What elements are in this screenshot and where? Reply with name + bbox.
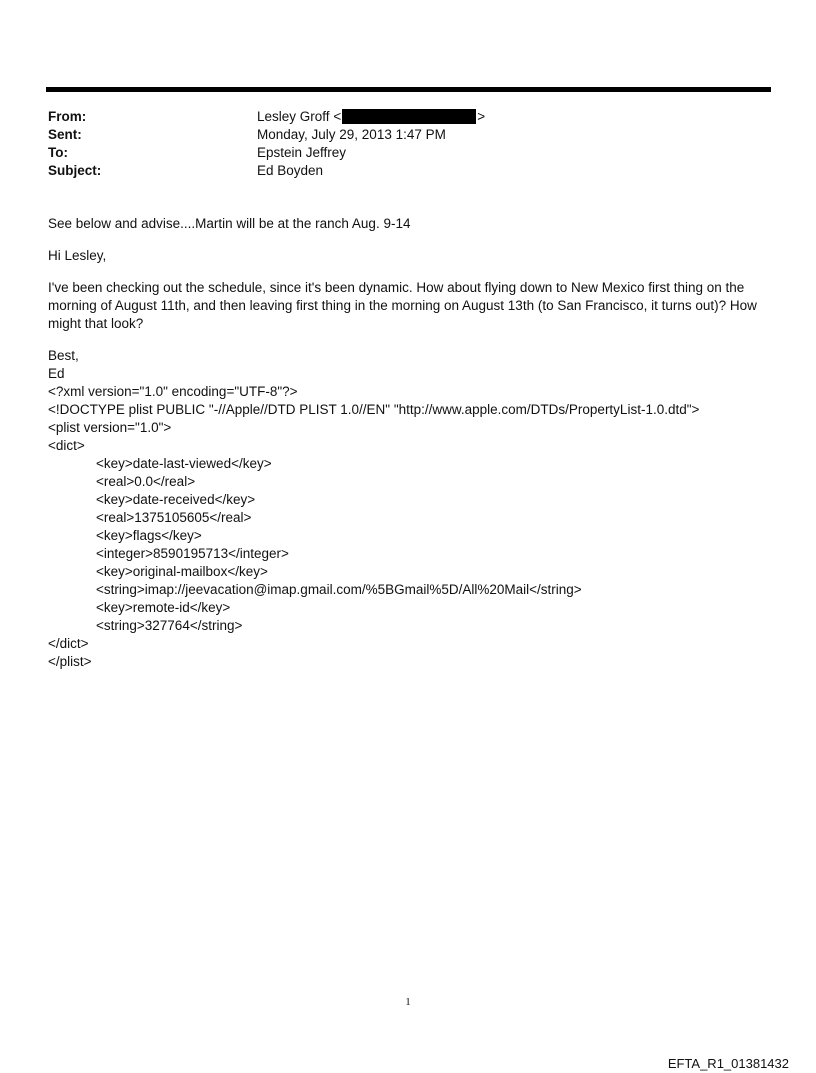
plist-line: <?xml version="1.0" encoding="UTF-8"?>: [48, 384, 298, 399]
from-label: From:: [48, 109, 87, 124]
greeting: Hi Lesley,: [48, 248, 107, 263]
signoff: Best,: [48, 348, 79, 363]
subject-value: Ed Boyden: [257, 163, 324, 178]
plist-line: <string>327764</string>: [96, 618, 243, 633]
intro-line: See below and advise....Martin will be at the ranch Aug. 9-14: [48, 216, 411, 231]
redaction-box: [342, 109, 476, 124]
from-row: [48, 108, 768, 126]
to-value: Epstein Jeffrey: [257, 145, 347, 160]
subject-row: [48, 162, 768, 180]
plist-line: </plist>: [48, 654, 92, 669]
plist-line: <key>flags</key>: [96, 528, 202, 543]
from-value: [257, 108, 485, 126]
plist-line: <dict>: [48, 438, 85, 453]
from-name: Lesley Groff: [257, 109, 330, 124]
plist-line: <plist version="1.0">: [48, 420, 172, 435]
to-label: To:: [48, 145, 68, 160]
page-number: 1: [405, 996, 411, 1008]
plist-line: </dict>: [48, 636, 89, 651]
sent-value: Monday, July 29, 2013 1:47 PM: [257, 127, 446, 142]
subject-label: Subject:: [48, 163, 102, 178]
email-header: [48, 108, 768, 180]
email-body: [48, 215, 760, 671]
plist-line: <key>remote-id</key>: [96, 600, 231, 615]
plist-line: <string>imap://jeevacation@imap.gmail.com/%5BGmail%5D/All%20Mail</string>: [96, 582, 582, 597]
to-row: [48, 144, 768, 162]
from-close-bracket: >: [477, 109, 486, 124]
plist-line: <key>original-mailbox</key>: [96, 564, 268, 579]
sent-label: Sent:: [48, 127, 82, 142]
signature-name: Ed: [48, 366, 65, 381]
document-id: EFTA_R1_01381432: [667, 1056, 789, 1071]
from-open-bracket: <: [333, 109, 342, 124]
plist-line: <real>1375105605</real>: [96, 510, 252, 525]
plist-line: <real>0.0</real>: [96, 474, 196, 489]
plist-line: <key>date-received</key>: [96, 492, 256, 507]
plist-line: <integer>8590195713</integer>: [96, 546, 289, 561]
message-paragraph: I've been checking out the schedule, since it's been dynamic. How about flying down to New Mexico first thing on the morning of August 11th, and then leaving first thing in the morning on August 13th (to San Francisco, it turns out)? How might that look?: [48, 280, 757, 331]
plist-line: <key>date-last-viewed</key>: [96, 456, 272, 471]
plist-block: [48, 383, 760, 671]
signature-block: [48, 347, 760, 383]
header-rule: [46, 87, 771, 92]
plist-line: <!DOCTYPE plist PUBLIC "-//Apple//DTD PLIST 1.0//EN" "http://www.apple.com/DTDs/PropertyList-1.0.dtd">: [48, 402, 700, 417]
sent-row: [48, 126, 768, 144]
